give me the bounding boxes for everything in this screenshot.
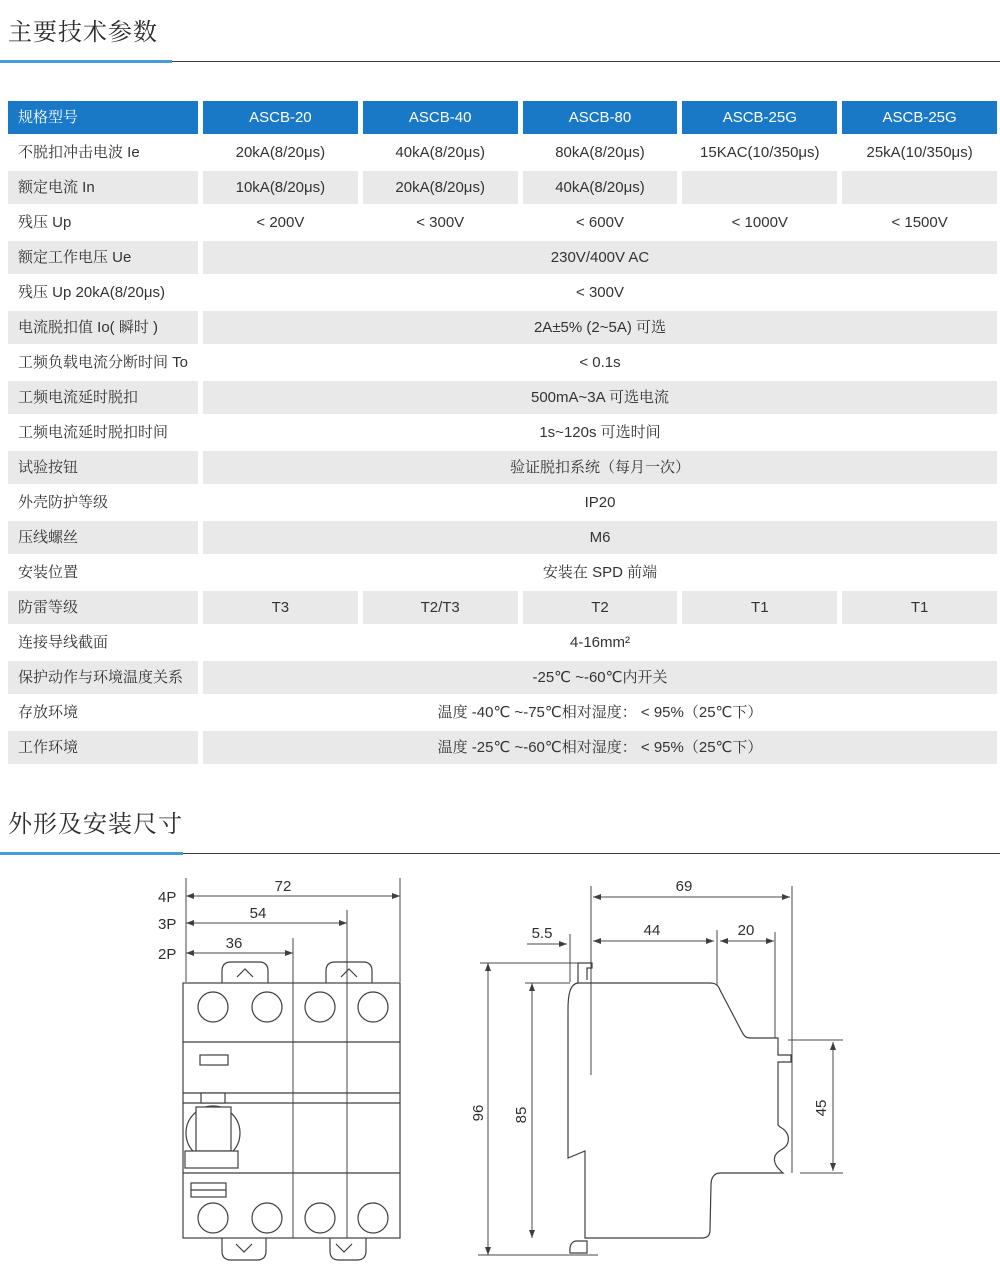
dim-20: 20 <box>737 922 755 939</box>
row-value: 80kA(8/20μs) <box>555 144 645 161</box>
row-value: T1 <box>842 591 997 624</box>
front-device-outline <box>183 962 400 1260</box>
row-value: 40kA(8/20μs) <box>523 171 678 204</box>
label-2p: 2P <box>158 946 177 963</box>
header-cell-model: ASCB-40 <box>363 101 518 134</box>
table-row <box>8 276 997 309</box>
table-row <box>8 171 997 204</box>
label-3p: 3P <box>158 916 177 933</box>
row-value-merged: 230V/400V AC <box>203 241 997 274</box>
row-label: 防雷等级 <box>8 591 198 624</box>
table-row <box>8 731 997 764</box>
underline-blue-segment <box>0 60 172 63</box>
row-label: 试验按钮 <box>8 451 198 484</box>
table-row <box>8 381 997 414</box>
row-value: T3 <box>203 591 358 624</box>
row-label: 存放环境 <box>18 704 79 721</box>
row-value-merged: M6 <box>203 521 997 554</box>
row-value-merged: -25℃ ~-60℃内开关 <box>203 661 997 694</box>
row-value-merged: 验证脱扣系统（每月一次） <box>203 451 997 484</box>
front-dim-lines <box>158 878 400 1238</box>
table-header-row <box>8 101 997 134</box>
header-cell-model: ASCB-25G <box>842 101 997 134</box>
table-row <box>8 521 997 554</box>
table-row <box>8 556 997 589</box>
dim-85: 85 <box>513 1106 530 1124</box>
row-label: 额定电流 In <box>8 171 198 204</box>
table-row <box>8 136 997 169</box>
dim-54: 54 <box>249 905 267 922</box>
row-value: < 600V <box>576 214 624 231</box>
row-value-merged: 4-16mm² <box>569 634 630 651</box>
dim-96: 96 <box>470 1104 487 1122</box>
table-row <box>8 696 997 729</box>
dim-5-5: 5.5 <box>531 925 553 942</box>
row-label: 工频电流延时脱扣 <box>8 381 198 414</box>
header-cell-label: 规格型号 <box>8 101 198 134</box>
table-row <box>8 451 997 484</box>
table-row <box>8 346 997 379</box>
header-cell-model: ASCB-25G <box>682 101 837 134</box>
row-label: 电流脱扣值 Io( 瞬时 ) <box>8 311 198 344</box>
side-dim-lines <box>470 878 843 1255</box>
table-row <box>8 626 997 659</box>
table-row <box>8 206 997 239</box>
row-value: 20kA(8/20μs) <box>363 171 518 204</box>
row-value: < 1000V <box>731 214 788 231</box>
dim-72: 72 <box>274 878 292 895</box>
row-value: T2 <box>523 591 678 624</box>
side-device-outline <box>568 963 791 1253</box>
dim-45: 45 <box>813 1099 830 1117</box>
row-value-merged: 500mA~3A 可选电流 <box>203 381 997 414</box>
underline-dark-segment-2 <box>183 853 1000 854</box>
row-label: 额定工作电压 Ue <box>8 241 198 274</box>
table-row <box>8 661 997 694</box>
row-value-merged: < 0.1s <box>579 354 621 371</box>
row-value: T1 <box>682 591 837 624</box>
row-value-merged: 2A±5% (2~5A) 可选 <box>203 311 997 344</box>
row-value: 10kA(8/20μs) <box>203 171 358 204</box>
row-value: < 300V <box>416 214 465 231</box>
row-value <box>842 171 997 204</box>
row-value: T2/T3 <box>363 591 518 624</box>
row-value: 20kA(8/20μs) <box>235 144 326 161</box>
row-value <box>682 171 837 204</box>
table-row <box>8 311 997 344</box>
label-4p: 4P <box>158 889 177 906</box>
dimension-drawings <box>0 855 1000 1270</box>
section-title-dimensions: 外形及安装尺寸 <box>8 811 183 838</box>
underline-dark-segment <box>172 61 1000 62</box>
row-value-merged: 温度 -40℃ ~-75℃相对湿度： < 95%（25℃下） <box>437 704 763 721</box>
row-label: 保护动作与环境温度关系 <box>8 661 198 694</box>
row-label: 压线螺丝 <box>8 521 198 554</box>
title-underline <box>0 60 1000 63</box>
row-label: 工作环境 <box>8 731 198 764</box>
row-label: 安装位置 <box>18 564 79 581</box>
header-cell-model: ASCB-80 <box>523 101 678 134</box>
row-value: 40kA(8/20μs) <box>395 144 485 161</box>
header-cell-model: ASCB-20 <box>203 101 358 134</box>
row-value: 15KAC(10/350μs) <box>700 144 820 161</box>
table-row <box>8 241 997 274</box>
spec-table <box>8 101 997 764</box>
row-label: 残压 Up <box>18 214 72 231</box>
row-label: 不脱扣冲击电波 Ie <box>18 144 140 161</box>
row-value-merged: 温度 -25℃ ~-60℃相对湿度： < 95%（25℃下） <box>203 731 997 764</box>
table-row <box>8 416 997 449</box>
dim-44: 44 <box>643 922 661 939</box>
table-row <box>8 591 997 624</box>
dim-36: 36 <box>225 935 243 952</box>
row-value-merged: 安装在 SPD 前端 <box>542 564 658 581</box>
row-value-merged: 1s~120s 可选时间 <box>539 424 661 441</box>
row-value-merged: < 300V <box>576 284 624 301</box>
side-view-drawing <box>470 870 1000 1270</box>
row-label: 连接导线截面 <box>18 634 109 651</box>
table-row <box>8 486 997 519</box>
row-value: < 1500V <box>891 214 948 231</box>
row-value: 25kA(10/350μs) <box>866 144 973 161</box>
row-label: 工频电流延时脱扣时间 <box>18 424 169 441</box>
row-label: 残压 Up 20kA(8/20μs) <box>18 284 166 301</box>
row-value-merged: IP20 <box>584 494 616 511</box>
row-label: 工频负载电流分断时间 To <box>18 354 189 371</box>
row-value: < 200V <box>256 214 305 231</box>
row-label: 外壳防护等级 <box>18 494 109 511</box>
front-view-drawing <box>138 870 438 1270</box>
section-title-parameters: 主要技术参数 <box>8 19 158 46</box>
dim-69: 69 <box>675 878 693 895</box>
